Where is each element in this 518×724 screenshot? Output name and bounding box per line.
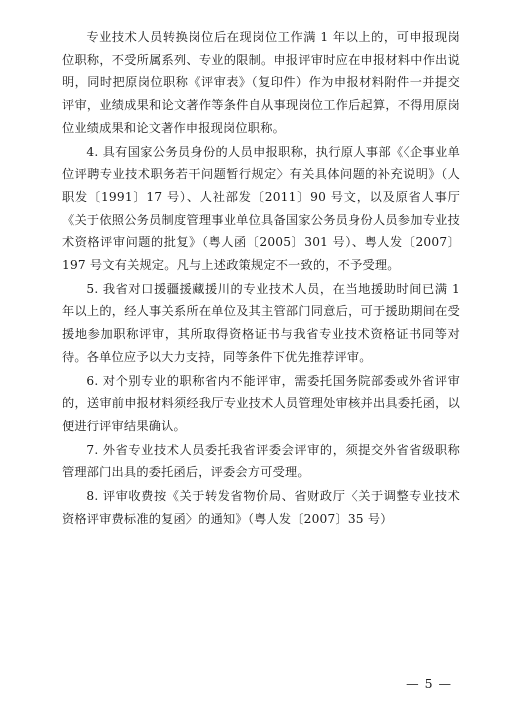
paragraph-item-8: 8. 评审收费按《关于转发省物价局、省财政厅〈关于调整专业技术资格评审费标准的复函〉的通知》（粤人发〔2007〕35 号） bbox=[62, 489, 460, 526]
paragraph-item-6: 6. 对个别专业的职称省内不能评审，需委托国务院部委或外省评审的，送审前申报材料须经我厅专业技术人员管理处审核并出具委托函，以便进行评审结果确认。 bbox=[62, 373, 460, 433]
paragraph-transfer-post: 专业技术人员转换岗位后在现岗位工作满 1 年以上的，可申报现岗位职称，不受所属系列、专业的限制。申报评审时应在申报材料中作出说明，同时把原岗位职称《评审表》（复印件）作为申报材料附件一并提交评审，业绩成果和论文著作等条件自从事现岗位工作后起算，不得用原岗位业绩成果和论文著作申报现岗位职称。 bbox=[62, 30, 460, 135]
paragraph-item-7: 7. 外省专业技术人员委托我省评委会评审的，须提交外省省级职称管理部门出具的委托函后，评委会方可受理。 bbox=[62, 442, 460, 480]
paragraph-item-5: 5. 我省对口援疆援藏援川的专业技术人员，在当地援助时间已满 1 年以上的，经人事关系所在单位及其主管部门同意后，可于援助期间在受援地参加职称评审，其所取得资格证书与我省专业技术资格证书同等对待。各单位应予以大力支持，同等条件下优先推荐评审。 bbox=[62, 281, 460, 364]
page-number: — 5 — bbox=[406, 676, 452, 691]
paragraph-item-4: 4. 具有国家公务员身份的人员申报职称，执行原人事部《〈企事业单位评聘专业技术职务若干问题暂行规定〉有关具体问题的补充说明》（人职发〔1991〕17 号）、人社部发〔2011〕90 号文，以及原省人事厅《关于依照公务员制度管理事业单位具备国家公务员身份人员参加专业技术资格评审问题的批复》（粤人函〔2005〕301 号）、粤人发〔2007〕197 号文有关规定。凡与上述政策规定不一致的，不予受理。 bbox=[62, 144, 460, 273]
document-body bbox=[62, 26, 460, 530]
